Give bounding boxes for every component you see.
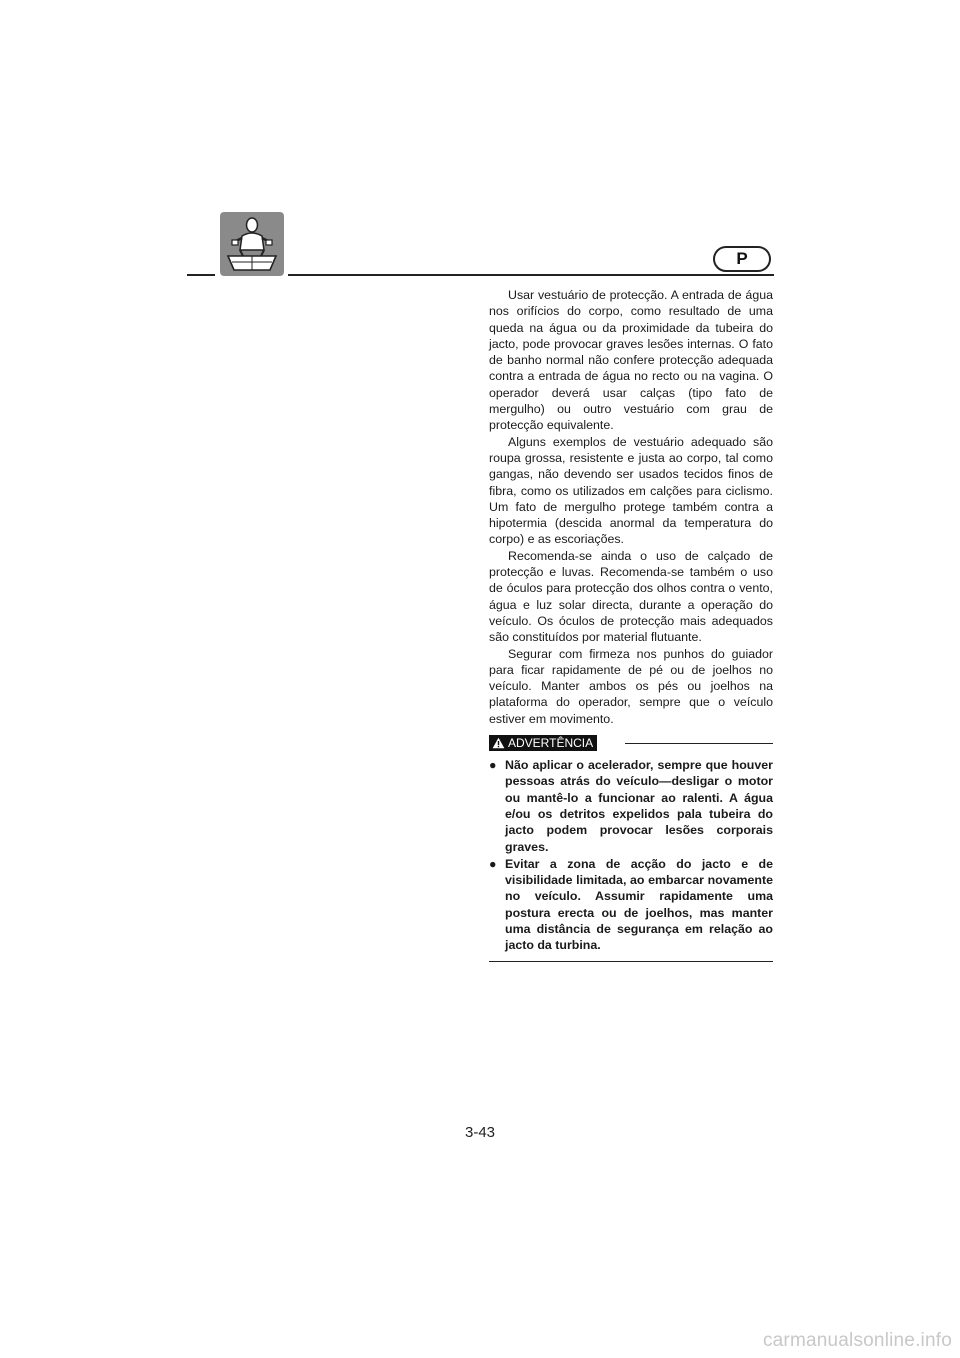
warning-item-text: Evitar a zona de acção do jacto e de visibilidade limitada, ao embarcar novamente no veículo. Assumir rapidamente uma postura erecta ou de joelhos, mas manter uma distância de segurança em relação ao jacto da turbina.: [505, 856, 773, 953]
warning-item-text: Não aplicar o acelerador, sempre que houver pessoas atrás do veículo—desligar o motor ou mantê-lo a funcionar ao ralenti. A água e/ou os detritos expelidos pala tubeira do jacto podem provocar lesões corporais graves.: [505, 758, 773, 854]
paragraph-clothing-examples: Alguns exemplos de vestuário adequado são roupa grossa, resistente e justa ao corpo, tal como gangas, não devendo ser usados tecidos finos de fibra, como os utilizados em calções para ciclismo. Um fato de mergulho protege também contra a hipotermia (descida anormal da temperatura do corpo) e as escoriações.: [489, 434, 773, 547]
bullet-icon: ●: [489, 856, 497, 871]
header-rule-right: [288, 274, 774, 276]
rider-on-watercraft-icon: [220, 212, 284, 276]
bullet-icon: ●: [489, 758, 497, 773]
paragraph-footwear-goggles: Recomenda-se ainda o uso de calçado de protecção e luvas. Recomenda-se também o uso de óculos para protecção dos olhos contra o vento, água e luz solar directa, durante a operação do veículo. Os óculos de protecção mais adequados são constituídos por material flutuante.: [489, 548, 773, 645]
warning-list: [489, 757, 773, 954]
page-number: 3-43: [464, 1124, 496, 1141]
paragraph-protective-clothing: Usar vestuário de protecção. A entrada de água nos orifícios do corpo, como resultado de uma queda na água ou da proximidade da tubeira do jacto, pode provocar graves lesões internas. O fato de banho normal não confere protecção adequada contra a entrada de água no recto ou na vagina. O operador deverá usar calças (tipo fato de mergulho) ou outro vestuário com grau de protecção equivalente.: [489, 288, 773, 433]
warning-item-throttle: [489, 757, 773, 855]
warning-header-rule: [625, 743, 773, 744]
warning-label-text: ADVERTÊNCIA: [508, 736, 594, 751]
main-content: [489, 287, 773, 962]
warning-bottom-rule: [489, 961, 773, 962]
warning-header: [489, 733, 773, 755]
rider-icon-graphic: [220, 212, 284, 276]
header-rule-left: [187, 274, 215, 276]
watermark: carmanualsonline.info: [762, 1330, 952, 1351]
warning-triangle-icon: [492, 737, 505, 749]
paragraph-handlebar-grip: Segurar com firmeza nos punhos do guiador para ficar rapidamente de pé ou de joelhos no veículo. Manter ambos os pés ou joelhos na plataforma do operador, sempre que o veículo estiver em movimento.: [489, 646, 773, 726]
warning-label: [489, 735, 597, 751]
language-badge: P: [713, 246, 771, 272]
warning-item-jet-area: [489, 856, 773, 954]
